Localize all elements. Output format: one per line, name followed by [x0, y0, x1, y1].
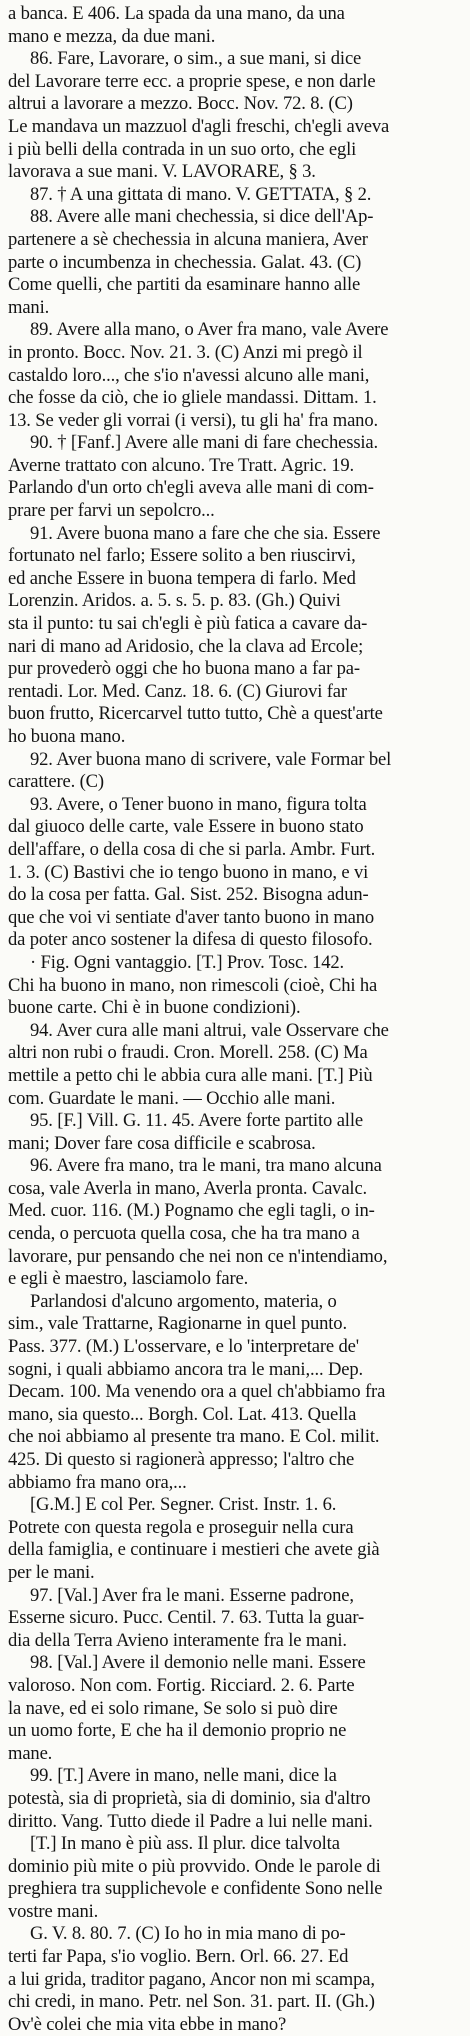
text-line: Ov'è colei che mia vita ebbe in mano? — [8, 2013, 287, 2035]
text-line: sim., vale Trattarne, Ragionarne in quel punto. — [8, 1313, 347, 1335]
text-line: che noi abbiamo al presente tra mano. E Col. milit. — [8, 1426, 380, 1448]
text-line: 91. Avere buona mano a fare che che sia. Essere — [30, 522, 381, 544]
text-line: potestà, sia di proprietà, sia di dominio, sia d'altro — [8, 1787, 371, 1809]
text-line: 93. Avere, o Tener buono in mano, figura tolta — [30, 793, 367, 815]
text-line: Decam. 100. Ma venendo ora a quel ch'abbiamo fra — [8, 1381, 386, 1403]
text-line: del Lavorare terre ecc. a proprie spese, e non darle — [8, 70, 376, 92]
text-line: Parlando d'un orto ch'egli aveva alle mani di com- — [8, 477, 374, 499]
text-line: altrui a lavorare a mezzo. Bocc. Nov. 72. 8. (C) — [8, 93, 353, 115]
text-line: dal giuoco delle carte, vale Essere in buono stato — [8, 816, 364, 838]
text-line: prare per farvi un sepolcro... — [8, 500, 215, 522]
text-line: 92. Aver buona mano di scrivere, vale Formar bel — [30, 748, 392, 770]
text-line: 88. Avere alle mani chechessia, si dice dell'Ap- — [30, 206, 374, 228]
text-line: Come quelli, che partiti da esaminare hanno alle — [8, 274, 361, 296]
text-line: mane. — [8, 1742, 53, 1764]
text-line: la nave, ed ei solo rimane, Se solo si può dire — [8, 1697, 338, 1719]
text-line: abbiamo fra mano ora,... — [8, 1471, 187, 1493]
text-line: lavorare, pur pensando che nei non ce n'intendiamo, — [8, 1245, 388, 1267]
text-line: dominio più mite o più provvido. Onde le parole di — [8, 1855, 381, 1877]
text-line: da poter anco sostener la difesa di questo filosofo. — [8, 929, 373, 951]
text-line: 13. Se veder gli vorrai (i versi), tu gli ha' fra mano. — [8, 409, 378, 431]
text-line: preghiera tra supplichevole e confidente Sono nelle — [8, 1878, 383, 1900]
text-line: fortunato nel farlo; Essere solito a ben riuscirvi, — [8, 545, 356, 567]
text-line: Averne trattato con alcuno. Tre Tratt. Agric. 19. — [8, 454, 355, 476]
text-line: 87. † A una gittata di mano. V. GETTATA, § 2. — [30, 183, 372, 205]
text-line: que che voi vi sentiate d'aver tanto buono in mano — [8, 906, 375, 928]
text-line: mano, sia questo... Borgh. Col. Lat. 413. Quella — [8, 1403, 357, 1425]
text-line: terti far Papa, s'io voglio. Bern. Orl. 66. 27. Ed — [8, 1946, 349, 1968]
text-line: buon frutto, Ricercarvel tutto tutto, Chè a quest'arte — [8, 703, 383, 725]
text-line: mani. — [8, 296, 50, 318]
text-line: com. Guardate le mani. — Occhio alle mani. — [8, 1087, 336, 1109]
text-line: 96. Avere fra mano, tra le mani, tra mano alcuna — [30, 1155, 382, 1177]
text-line: Med. cuor. 116. (M.) Pognamo che egli tagli, o in- — [8, 1200, 375, 1222]
text-line: ed anche Essere in buona tempera di farlo. Med — [8, 567, 356, 589]
text-line: do la cosa per fatta. Gal. Sist. 252. Bisogna adun- — [8, 884, 369, 906]
text-line: della famiglia, e continuare i mestieri che avete già — [8, 1539, 380, 1561]
text-line: 99. [T.] Avere in mano, nelle mani, dice la — [30, 1765, 337, 1787]
text-line: dia della Terra Avieno interamente fra le mani. — [8, 1629, 347, 1651]
text-line: per le mani. — [8, 1561, 95, 1583]
text-line: mani; Dover fare cosa difficile e scabrosa. — [8, 1132, 316, 1154]
text-line: 95. [F.] Vill. G. 11. 45. Avere forte partito alle — [30, 1110, 363, 1132]
text-line: Le mandava un mazzuol d'agli freschi, ch'egli aveva — [8, 115, 390, 137]
text-line: cenda, o percuota quella cosa, che ha tra mano a — [8, 1223, 360, 1245]
text-line: 98. [Val.] Avere il demonio nelle mani. Essere — [30, 1652, 366, 1674]
text-line: pur provederò oggi che ho buona mano a far pa- — [8, 658, 360, 680]
text-line: un uomo forte, E che ha il demonio proprio ne — [8, 1720, 347, 1742]
text-line: 97. [Val.] Aver fra le mani. Esserne padrone, — [30, 1584, 354, 1606]
text-line: · Fig. Ogni vantaggio. [T.] Prov. Tosc. 142. — [30, 951, 345, 973]
text-line: Potrete con questa regola e proseguir nella cura — [8, 1516, 354, 1538]
text-line: cosa, vale Averla in mano, Averla pronta. Cavalc. — [8, 1177, 368, 1199]
text-line: vostre mani. — [8, 1900, 99, 1922]
text-line: 89. Avere alla mano, o Aver fra mano, vale Avere — [30, 319, 389, 341]
text-line: buone carte. Chi è in buone condizioni). — [8, 997, 301, 1019]
text-line: ho buona mano. — [8, 726, 126, 747]
text-line: i più belli della contrada in un suo orto, che egli — [8, 138, 357, 160]
text-line: Pass. 377. (M.) L'osservare, e lo 'interpretare de' — [8, 1336, 359, 1358]
text-line: castaldo loro..., che s'io n'avessi alcuno alle mani, — [8, 364, 370, 386]
text-line: 86. Fare, Lavorare, o sim., a sue mani, si dice — [30, 48, 362, 70]
text-line: chi credi, in mano. Petr. nel Son. 31. part. II. (Gh.) — [8, 1991, 375, 2013]
text-line: 94. Aver cura alle mani altrui, vale Osservare che — [30, 1019, 389, 1041]
text-line: rentadi. Lor. Med. Canz. 18. 6. (C) Giurovi far — [8, 680, 347, 702]
text-line: Parlandosi d'alcuno argomento, materia, o — [30, 1290, 337, 1312]
text-line: dell'affare, o della cosa di che si parla. Ambr. Furt. — [8, 838, 376, 860]
text-line: altri non rubi o fraudi. Cron. Morell. 258. (C) Ma — [8, 1042, 368, 1064]
text-line: 425. Di questo si ragionerà appresso; l'altro che — [8, 1449, 355, 1470]
text-line: diritto. Vang. Tutto diede il Padre a lui nelle mani. — [8, 1810, 373, 1832]
text-line: [T.] In mano è più ass. Il plur. dice talvolta — [30, 1833, 340, 1855]
text-line: e egli è maestro, lasciamolo fare. — [8, 1268, 249, 1290]
text-line: Lorenzin. Aridos. a. 5. s. 5. p. 83. (Gh.) Quivi — [8, 590, 341, 612]
text-line: a lui grida, traditor pagano, Ancor non mi scampa, — [8, 1968, 375, 1990]
text-line: partenere a sè chechessia in alcuna maniera, Aver — [8, 228, 368, 250]
text-line: sta il punto: tu sai ch'egli è più fatica a cavare da- — [8, 613, 368, 635]
text-line: lavorava a sue mani. V. LAVORARE, § 3. — [8, 161, 316, 183]
text-line: valoroso. Non com. Fortig. Ricciard. 2. 6. Parte — [8, 1674, 355, 1696]
text-line: 1. 3. (C) Bastivi che io tengo buono in mano, e vi — [8, 861, 369, 883]
text-line: Chi ha buono in mano, non rimescoli (cioè, Chi ha — [8, 974, 378, 996]
text-line: [G.M.] E col Per. Segner. Crist. Instr. 1. 6. — [30, 1494, 337, 1516]
text-line: mettile a petto chi le abbia cura alle mani. [T.] Più — [8, 1064, 373, 1086]
text-line: a banca. E 406. La spada da una mano, da una — [8, 3, 345, 24]
text-line: G. V. 8. 80. 7. (C) Io ho in mia mano di po- — [30, 1923, 346, 1945]
text-line: sogni, i quali abbiamo ancora tra le mani,... Dep. — [8, 1358, 363, 1380]
text-line: nari di mano ad Aridosio, che la clava ad Ercole; — [8, 635, 364, 657]
text-line: 90. † [Fanf.] Avere alle mani di fare chechessia. — [30, 432, 379, 454]
text-line: carattere. (C) — [8, 771, 104, 793]
text-line: che fosse da ciò, che io gliele mandassi. Dittam. 1. — [8, 387, 377, 409]
text-line: Esserne sicuro. Pucc. Centil. 7. 63. Tutta la guar- — [8, 1607, 365, 1629]
text-line: mano e mezza, da due mani. — [8, 25, 216, 47]
text-line: parte o incumbenza in chechessia. Galat. 43. (C) — [8, 251, 362, 273]
dictionary-column — [8, 3, 462, 2036]
text-line: in pronto. Bocc. Nov. 21. 3. (C) Anzi mi pregò il — [8, 341, 363, 363]
